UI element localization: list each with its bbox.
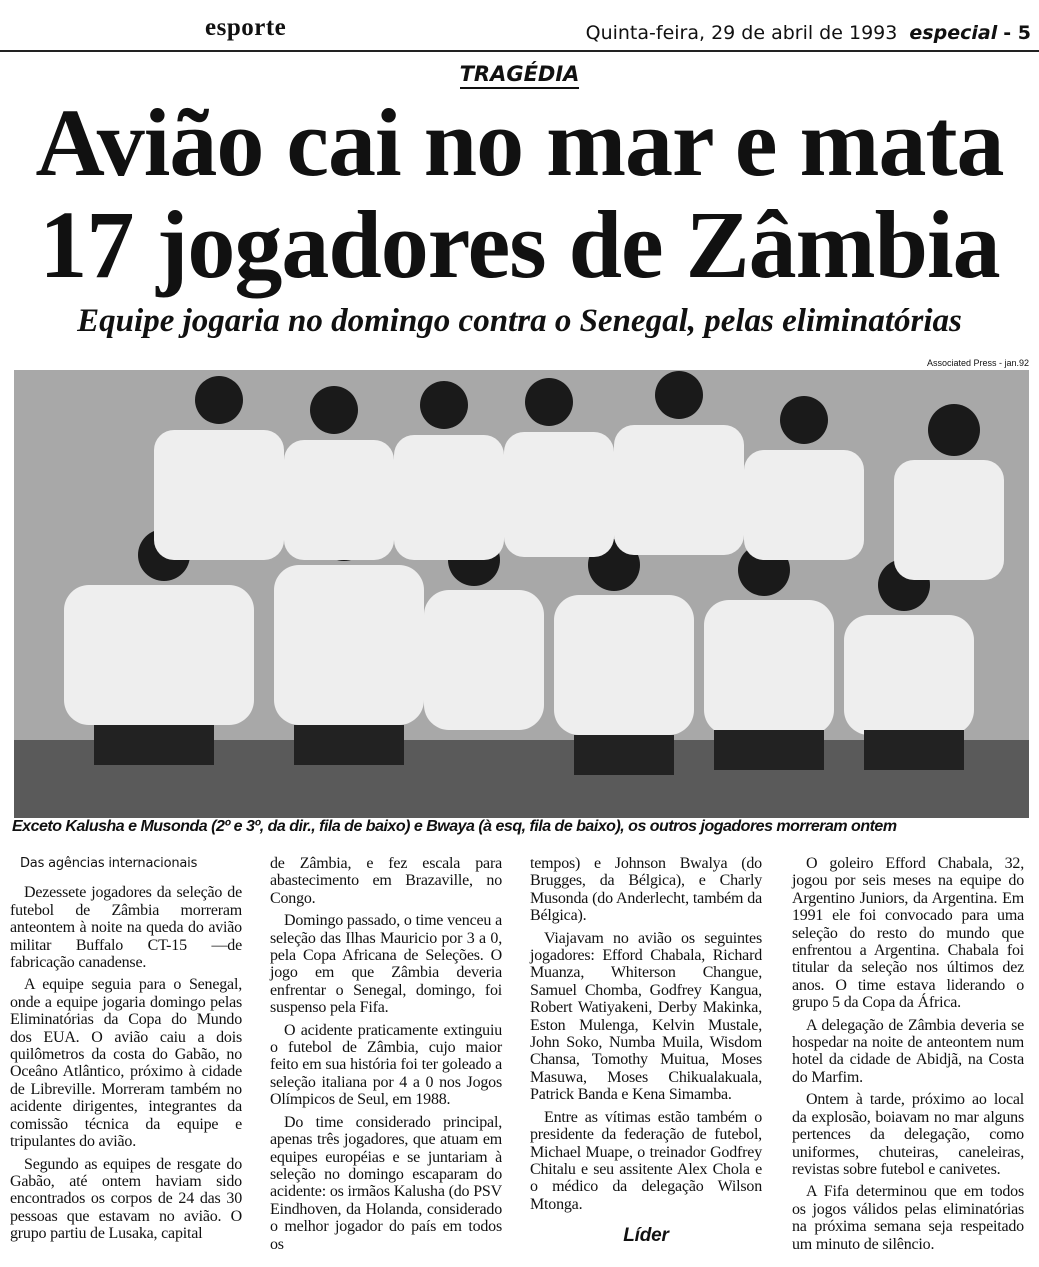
team-photo-image — [14, 370, 1029, 818]
kicker-label: TRAGÉDIA — [460, 62, 580, 89]
article-column-1 — [10, 855, 242, 1248]
subtitle: Equipe jogaria no domingo contra o Senegal, pelas eliminatórias — [77, 303, 962, 339]
byline: Das agências internacionais — [20, 856, 198, 871]
paragraph: O goleiro Efford Chabala, 32, jogou por seis meses na equipe do Argentino Juniors, da Argentina. Em 1991 ele foi convocado para uma seleção do resto do mundo que enfrentou a Argentina. Chabala foi titular da seleção nos últimos dez anos. O time estava liderando o grupo 5 da Copa da África. — [792, 855, 1024, 1012]
paragraph: Do time considerado principal, apenas três jogadores, que atuam em equipes européias e se juntariam à seleção no domingo escaparam do acidente: os irmãos Kalusha (do PSV Eindhoven, da Holanda, considerado o melhor jogador do país em todos os — [270, 1113, 502, 1253]
paragraph: Entre as vítimas estão também o presidente da federação de futebol, Michael Muape, o treinador Godfrey Chitalu e seu assitente Alex Chola e o médico da delegação Wilson Mtonga. — [530, 1108, 762, 1213]
photo-caption: Exceto Kalusha e Musonda (2º e 3º, da dir., fila de baixo) e Bwaya (à esq, fila de baixo), os outros jogadores morreram ontem — [12, 818, 897, 835]
paragraph: Domingo passado, o time venceu a seleção das Ilhas Mauricio por 3 a 0, pela Copa Africana de Seleções. O jogo em que Zâmbia deveria enfrentar o Senegal, domingo, foi suspenso pela Fifa. — [270, 912, 502, 1017]
headline-line-1: Avião cai no mar e mata — [35, 89, 1004, 196]
photo-credit: Associated Press - jan.92 — [926, 358, 1029, 368]
kicker — [0, 62, 1039, 86]
article-column-3 — [530, 855, 762, 1245]
paragraph: A equipe seguia para o Senegal, onde a equipe jogaria domingo pelas Eliminatórias da Copa do Mundo dos EUA. O avião caiu a dois quilômetros da costa do Gabão, no Oceâno Atlântico, próximo à cidade de Libreville. Morreram também no acidente dirigentes, integrantes da comissão técnica da equipe e tripulantes do avião. — [10, 976, 242, 1151]
header-rule — [0, 50, 1039, 52]
paragraph: A Fifa determinou que em todos os jogos válidos pelas eliminatórias na próxima semana seja respeitado um minuto de silêncio. — [792, 1183, 1024, 1253]
paragraph: Segundo as equipes de resgate do Gabão, até ontem haviam sido encontrados os corpos de 24 das 30 pessoas que estavam no avião. O grupo partiu de Lusaka, capital — [10, 1155, 242, 1243]
headline — [0, 89, 1039, 298]
paragraph: A delegação de Zâmbia deveria se hospedar na noite de anteontem num hotel da cidade de Abidjã, na Costa do Marfim. — [792, 1016, 1024, 1086]
paragraph: O acidente praticamente extinguiu o futebol de Zâmbia, cujo maior feito em sua história foi ter goleado a seleção italiana por 4 a 0 nos Jogos Olímpicos de Seul, em 1988. — [270, 1021, 502, 1109]
paragraph: de Zâmbia, e fez escala para abastecimento em Brazaville, no Congo. — [270, 855, 502, 907]
section-name: esporte — [205, 14, 287, 41]
paragraph: Dezessete jogadores da seleção de futebol de Zâmbia morreram anteontem à noite na queda do avião militar Buffalo CT-15 —de fabricação canadense. — [10, 884, 242, 972]
article-column-2 — [270, 855, 502, 1258]
team-photo — [14, 370, 1029, 818]
headline-line-2: 17 jogadores de Zâmbia — [39, 191, 1000, 298]
article-column-4 — [792, 855, 1024, 1258]
paragraph: tempos) e Johnson Bwalya (do Brugges, da Bélgica), e Charly Musonda (do Anderlecht, também da Bélgica). — [530, 855, 762, 925]
page-number: - 5 — [1003, 22, 1031, 44]
paragraph: Ontem à tarde, próximo ao local da explosão, boiavam no mar alguns pertences da delegação, como uniformes, chuteiras, caneleiras, revistas sobre futebol e canivetes. — [792, 1091, 1024, 1178]
paragraph: Viajavam no avião os seguintes jogadores: Efford Chabala, Richard Muanza, Whiterson Changue, Samuel Chomba, Godfrey Kangua, Robert Watiyakeni, Derby Makinka, Eston Mulenga, Kelvin Mustale, John Soko, Numba Muila, Wisdom Chansa, Tomothy Muitua, Moses Masuwa, Moses Chikualakuala, Patrick Banda e Kena Simamba. — [530, 929, 762, 1104]
subheading: Líder — [623, 1225, 669, 1247]
supplement-name: especial — [909, 22, 998, 44]
dateline — [586, 22, 1031, 44]
issue-date: Quinta-feira, 29 de abril de 1993 — [585, 22, 898, 44]
